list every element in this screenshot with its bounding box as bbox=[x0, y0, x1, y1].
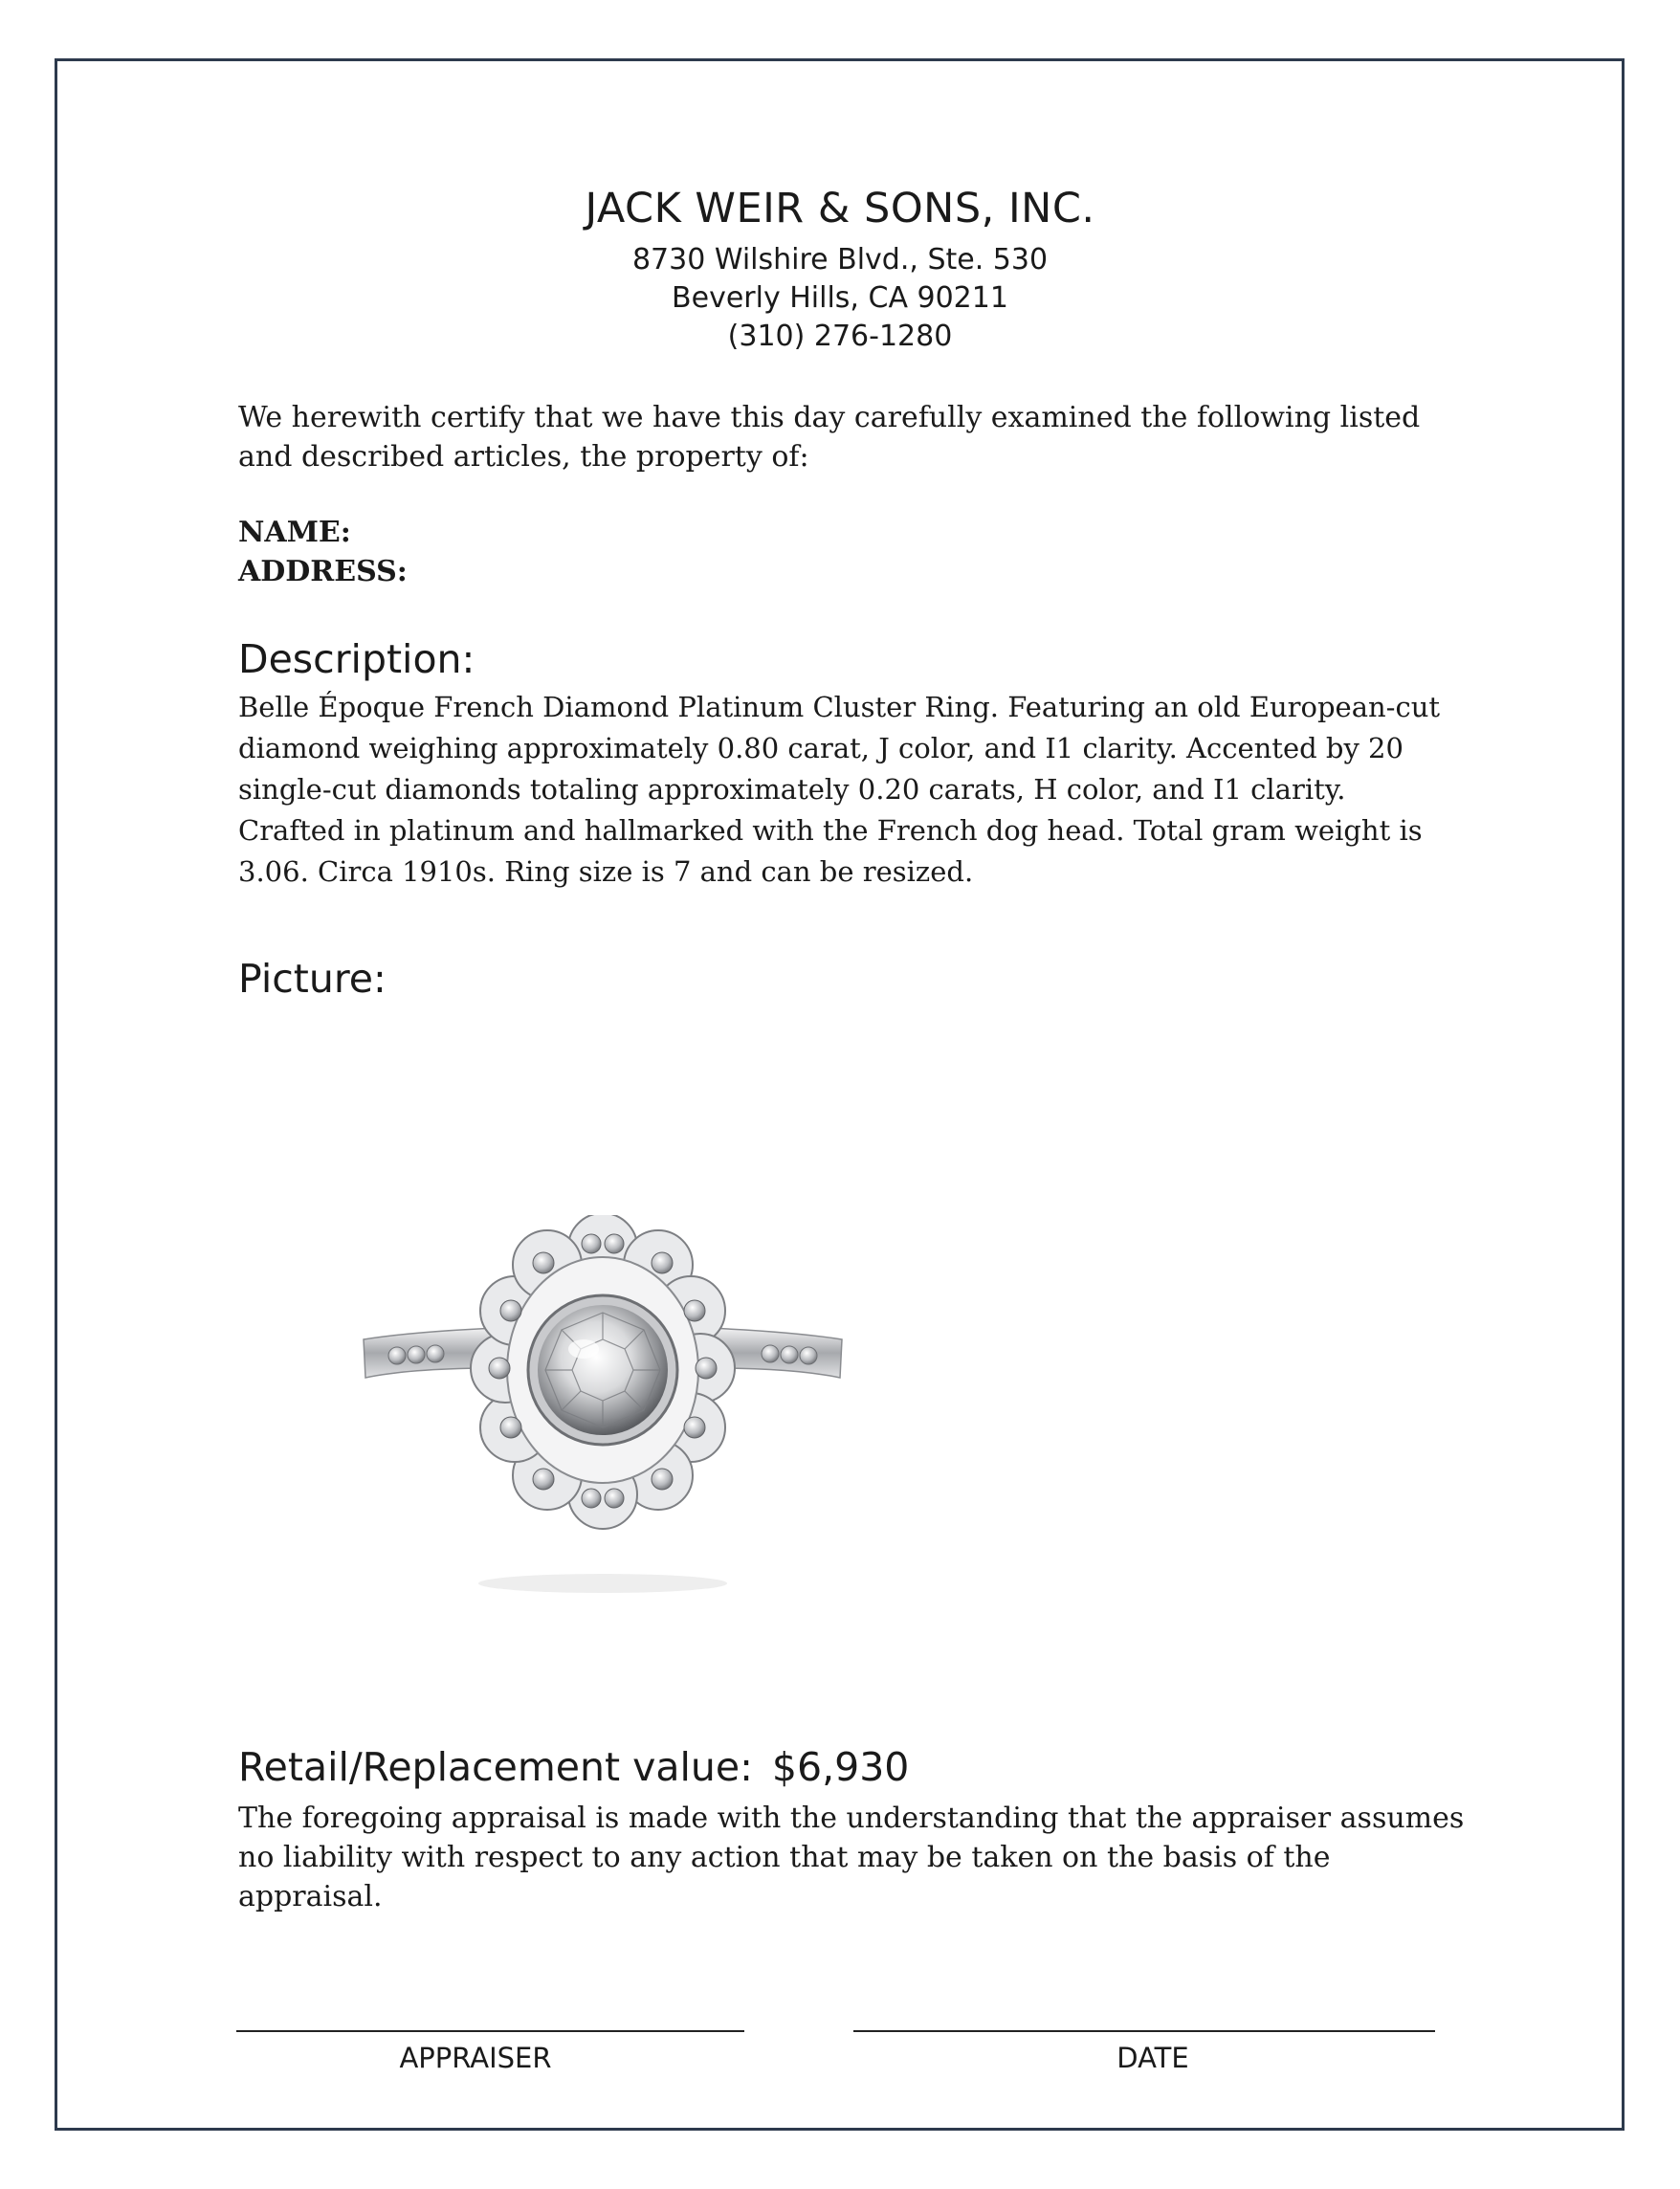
certification-statement: We herewith certify that we have this day carefully examined the following listed and described articles, the property of: bbox=[238, 401, 1421, 474]
disclaimer-text: The foregoing appraisal is made with the understanding that the appraiser assumes no liability with respect to any action that may be taken on the basis of the appraisal. bbox=[238, 1802, 1465, 1913]
date-label: DATE bbox=[1116, 2042, 1189, 2074]
date-signature-line bbox=[853, 2030, 1435, 2032]
retail-value-label: Retail/Replacement value: bbox=[238, 1744, 753, 1790]
address-label: ADDRESS: bbox=[238, 555, 408, 588]
company-address-line1: 8730 Wilshire Blvd., Ste. 530 bbox=[631, 243, 1049, 276]
company-address-line2: Beverly Hills, CA 90211 bbox=[672, 281, 1008, 315]
description-text: Belle Époque French Diamond Platinum Cluster Ring. Featuring an old European-cut diamond weighing approximately 0.80 carat, J color, and I1 clarity. Accented by 20 single-cut diamonds totaling approximately 0.20 carats, H color, and I1 clarity. Crafted in platinum and hallmarked with the French dog head. Total gram weight is 3.06. Circa 1910s. Ring size is 7 and can be resized. bbox=[238, 691, 1441, 888]
ring-image bbox=[354, 1215, 851, 1598]
description-heading: Description: bbox=[238, 636, 475, 682]
retail-value bbox=[238, 1743, 909, 1791]
name-label: NAME: bbox=[238, 516, 351, 549]
company-name: JACK WEIR & SONS, INC. bbox=[585, 185, 1095, 232]
retail-value-amount: $6,930 bbox=[771, 1744, 910, 1790]
company-phone: (310) 276-1280 bbox=[727, 320, 953, 353]
appraiser-label: APPRAISER bbox=[399, 2042, 552, 2074]
picture-heading: Picture: bbox=[238, 956, 387, 1002]
appraiser-signature-line bbox=[236, 2030, 744, 2032]
